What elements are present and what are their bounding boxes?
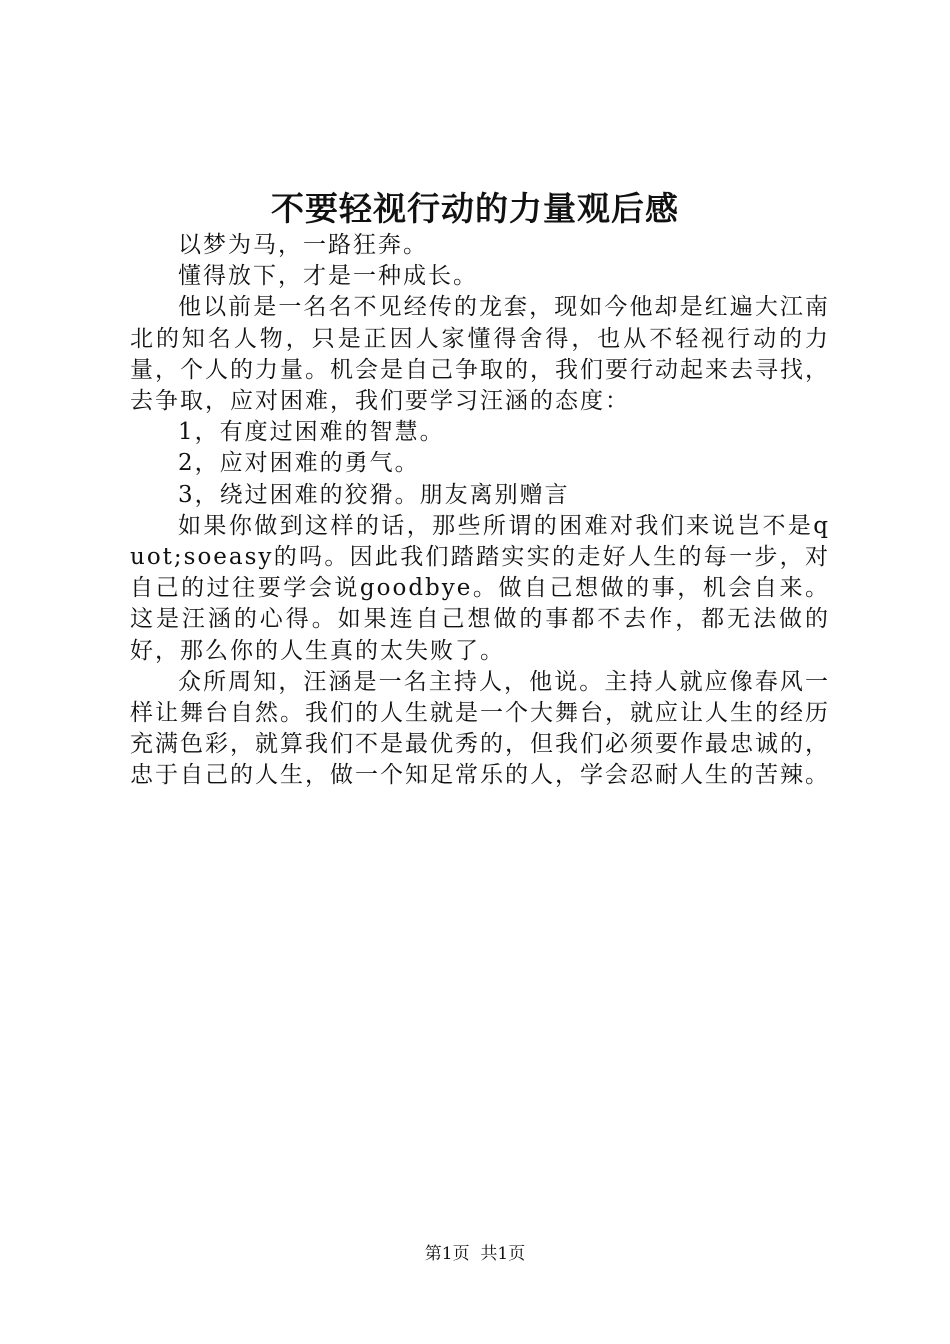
page-title: 不要轻视行动的力量观后感 [271, 189, 679, 228]
page-total: 共1页 [480, 1244, 526, 1264]
paragraph: 如果你做到这样的话，那些所谓的困难对我们来说岂不是quot;soeasy的吗。因此我们踏踏实实的走好人生的每一步，对自己的过往要学会说goodbye。做自己想做的事，机会自来。这是汪涵的心得。如果连自己想做的事都不去作，都无法做的好，那么你的人生真的太失败了。 [130, 512, 830, 664]
document-body [130, 230, 830, 792]
page-footer [0, 1242, 950, 1266]
paragraph: 以梦为马，一路狂奔。 [178, 232, 428, 258]
list-item: 2，应对困难的勇气。 [178, 450, 420, 477]
paragraph: 他以前是一名名不见经传的龙套，现如今他却是红遍大江南北的知名人物，只是正因人家懂得舍得，也从不轻视行动的力量，个人的力量。机会是自己争取的，我们要行动起来去寻找，去争取，应对困难，我们要学习汪涵的态度： [130, 294, 830, 415]
list-item: 1，有度过困难的智慧。 [178, 419, 445, 446]
paragraph: 懂得放下，才是一种成长。 [178, 263, 478, 290]
paragraph: 众所周知，汪涵是一名主持人，他说。主持人就应像春风一样让舞台自然。我们的人生就是一个大舞台，就应让人生的经历充满色彩，就算我们不是最优秀的，但我们必须要作最忠诚的，忠于自己的人生，做一个知足常乐的人，学会忍耐人生的苦辣。 [130, 668, 830, 789]
list-item: 3，绕过困难的狡猾。朋友离别赠言 [178, 481, 570, 508]
page-number: 第1页 [424, 1244, 470, 1264]
